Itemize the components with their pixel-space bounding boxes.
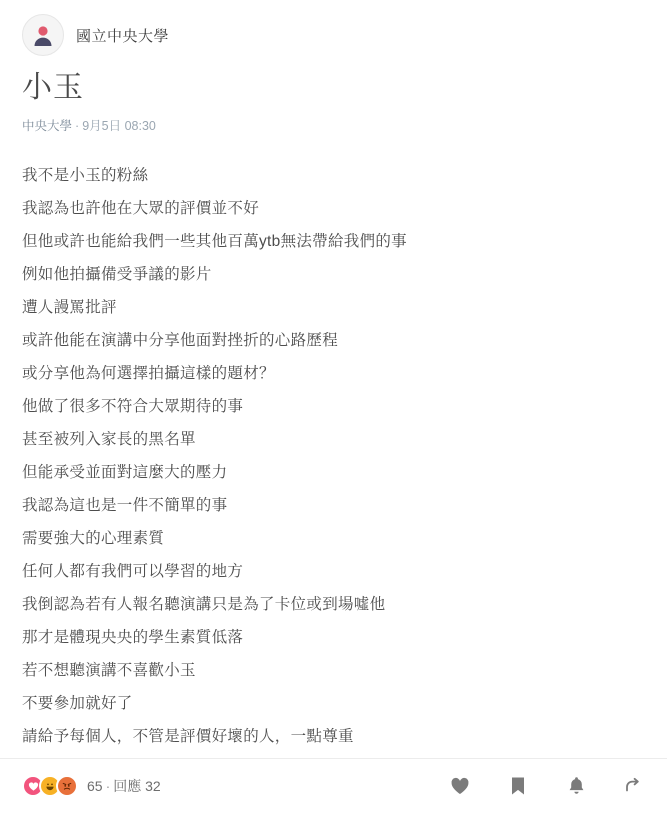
post-paragraph: 他做了很多不符合大眾期待的事 xyxy=(22,398,244,416)
post-paragraph: 我倒認為若有人報名聽演講只是為了卡位或到場噓他 xyxy=(22,596,386,614)
post-paragraph: 或分享他為何選擇拍攝這樣的題材？ xyxy=(22,365,275,383)
post-body xyxy=(0,150,667,758)
reaction-summary[interactable] xyxy=(22,775,161,797)
post-paragraph: 遭人謾罵批評 xyxy=(22,299,117,317)
post-header xyxy=(0,0,667,64)
post-title-block xyxy=(0,64,667,136)
bell-icon[interactable] xyxy=(565,775,587,797)
comment-label[interactable]: 回應 xyxy=(113,778,142,795)
post-paragraph: 我認為也許他在大眾的評價並不好 xyxy=(22,200,260,218)
organization-name: 國立中央大學 xyxy=(76,27,170,45)
post-paragraph: 請給予每個人，不管是評價好壞的人，一點尊重 xyxy=(22,728,354,746)
post-paragraph: 不要參加就好了 xyxy=(22,695,133,713)
page-title: 小玉 xyxy=(22,71,84,104)
board-name[interactable]: 中央大學 xyxy=(22,119,73,133)
post-paragraph: 需要強大的心理素質 xyxy=(22,530,165,548)
post-paragraph: 我認為這也是一件不簡單的事 xyxy=(22,497,228,515)
footer-actions xyxy=(449,775,645,797)
post-footer xyxy=(0,758,667,813)
post-paragraph: 那才是體現央央的學生素質低落 xyxy=(22,629,244,647)
comment-count: 32 xyxy=(145,778,161,795)
post-meta xyxy=(22,116,645,134)
count-separator: · xyxy=(105,778,111,795)
heart-icon[interactable] xyxy=(449,775,471,797)
post-paragraph: 或許他能在演講中分享他面對挫折的心路歷程 xyxy=(22,332,339,350)
footer-counts xyxy=(87,776,161,796)
post-paragraph: 但能承受並面對這麼大的壓力 xyxy=(22,464,228,482)
person-avatar-icon[interactable] xyxy=(22,14,64,56)
post-paragraph: 任何人都有我們可以學習的地方 xyxy=(22,563,244,581)
post-paragraph: 但他或許也能給我們一些其他百萬ytb無法帶給我們的事 xyxy=(22,233,407,251)
post-timestamp: 9月5日 08:30 xyxy=(82,119,156,133)
post-paragraph: 甚至被列入家長的黑名單 xyxy=(22,431,196,449)
bookmark-icon[interactable] xyxy=(507,775,529,797)
share-icon[interactable] xyxy=(623,775,645,797)
post-paragraph: 例如他拍攝備受爭議的影片 xyxy=(22,266,212,284)
reaction-count: 65 xyxy=(87,778,103,795)
angry-reaction-icon[interactable] xyxy=(56,775,78,797)
post-paragraph: 若不想聽演講不喜歡小玉 xyxy=(22,662,196,680)
meta-separator: · xyxy=(75,119,80,133)
post-paragraph: 我不是小玉的粉絲 xyxy=(22,167,149,184)
